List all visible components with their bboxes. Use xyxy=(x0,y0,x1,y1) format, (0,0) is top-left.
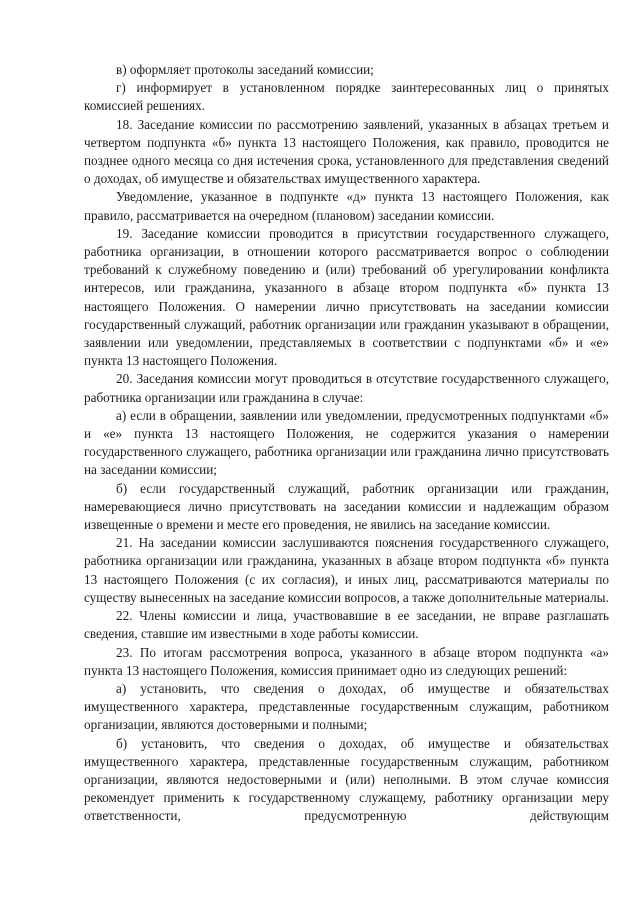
paragraph-item-v: в) оформляет протоколы заседаний комиссии; xyxy=(116,62,374,77)
paragraph-notification: Уведомление, указанное в подпункте «д» пункта 13 настоящего Положения, как правило, рассматривается на очередном (плановом) заседании комиссии. xyxy=(84,189,609,223)
paragraph-20: 20. Заседания комиссии могут проводиться в отсутствие государственного служащего, работника организации или гражданина в случае: xyxy=(84,371,609,405)
paragraph-item-g: г) информирует в установленном порядке заинтересованных лиц о принятых комиссией решениях. xyxy=(84,80,609,114)
paragraph-22: 22. Члены комиссии и лица, участвовавшие в ее заседании, не вправе разглашать сведения, ставшие им известными в ходе работы комиссии. xyxy=(84,608,609,642)
paragraph-20-b: б) если государственный служащий, работник организации или гражданин, намеревающиеся лично присутствовать на заседании комиссии и надлежащим образом извещенные о времени и месте его проведения, не явились на заседание комиссии. xyxy=(84,480,609,533)
paragraph-23-b: б) установить, что сведения о доходах, об имуществе и обязательствах имущественного характера, представленные государственным служащим, работником организации, являются недостоверными и (или) неполными. В этом случае комиссия рекомендует применить к государственному служащему, работнику организации меру ответственности, предусмотренную действующим xyxy=(84,735,609,824)
paragraph-18: 18. Заседание комиссии по рассмотрению заявлений, указанных в абзацах третьем и четвертом подпункта «б» пункта 13 настоящего Положения, как правило, проводится не позднее одного месяца со дня истечения срока, установленного для представления сведений о доходах, об имуществе и обязательствах имущественного характера. xyxy=(84,116,609,187)
paragraph-23: 23. По итогам рассмотрения вопроса, указанного в абзаце втором подпункта «а» пункта 13 настоящего Положения, комиссия принимает одно из следующих решений: xyxy=(84,644,609,678)
paragraph-19: 19. Заседание комиссии проводится в присутствии государственного служащего, работника организации, в отношении которого рассматривается вопрос о соблюдении требований к служебному поведению и (или) требований об урегулировании конфликта интересов, или гражданина, указанного в абзаце втором подпункта «б» пункта 13 настоящего Положения. О намерении лично присутствовать на заседании комиссии государственный служащий, работник организации или гражданин указывают в обращении, заявлении или уведомлении, представляемых в соответствии с подпунктами «б» и «е» пункта 13 настоящего Положения. xyxy=(84,225,609,369)
paragraph-20-a: а) если в обращении, заявлении или уведомлении, предусмотренных подпунктами «б» и «е» пункта 13 настоящего Положения, не содержится указания о намерении государственного служащего, работника организации или гражданина лично присутствовать на заседании комиссии; xyxy=(84,407,609,478)
paragraph-21: 21. На заседании комиссии заслушиваются пояснения государственного служащего, работника организации или гражданина, указанных в абзаце втором подпункта «б» пункта 13 настоящего Положения (с их согласия), и иных лиц, рассматриваются материалы по существу вынесенных на заседание комиссии вопросов, а также дополнительные материалы. xyxy=(84,535,609,605)
document-body xyxy=(84,61,609,826)
paragraph-23-a: а) установить, что сведения о доходах, об имуществе и обязательствах имущественного характера, представленные государственным служащим, работником организации, являются достоверными и полными; xyxy=(84,680,609,733)
